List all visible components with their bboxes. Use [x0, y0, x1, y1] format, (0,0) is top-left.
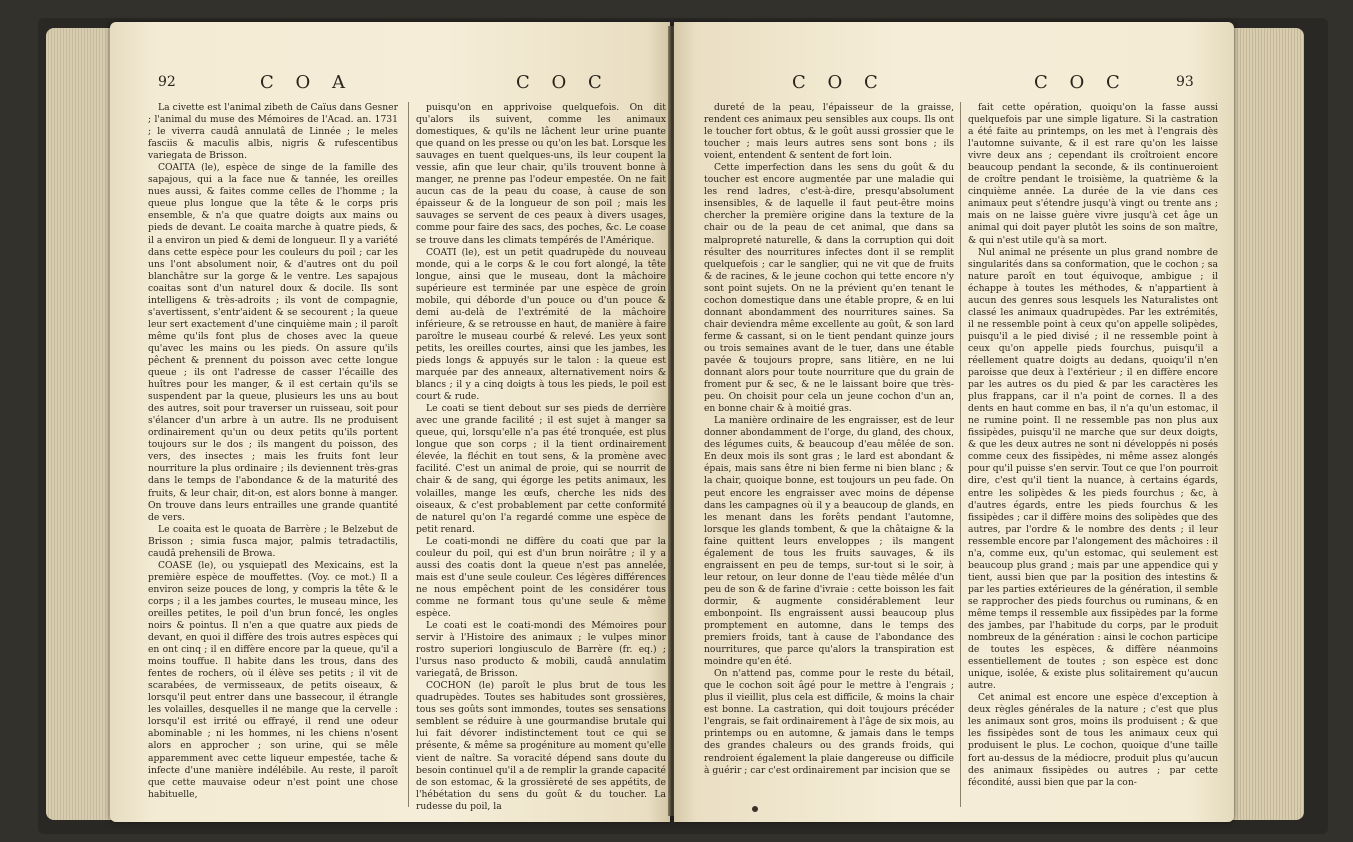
column-rule: [960, 102, 961, 807]
right-running-head-2: C O C: [1034, 72, 1128, 93]
paragraph: La civette est l'animal zibeth de Caïus dans Gesner ; l'animal du muse des Mémoires de l'Acad. an. 1731 ; le viverra caudâ annulatâ de Linnée ; le meles fasciis & maculis albis, nigris & rufescentibus variegata de Brisson.: [148, 102, 398, 162]
left-page-edges: [46, 28, 112, 820]
column-rule: [408, 102, 409, 807]
left-page: [110, 22, 670, 822]
paragraph: Le coati-mondi ne diffère du coati que par la couleur du poil, qui est d'un brun noirâtre ; il y a aussi des coatis dont la queue n'est pas annelée, mais est d'une seule couleur. Ces légères différences ne nous empêchent point de les considérer tous comme ne formant tous qu'une seule & même espèce.: [416, 535, 666, 619]
paragraph: Cette imperfection dans les sens du goût & du toucher est encore augmentée par une maladie qui les rend ladres, c'est-à-dire, presqu'absolument insensibles, & de laquelle il faut peut-être moins chercher la première origine dans la texture de la chair ou de la peau de cet animal, que dans sa malpropreté naturelle, & dans la corruption qui doit résulter des nourritures infectes dont il se remplit quelquefois ; car le sanglier, qui ne vit que de fruits & de racines, & le jeune cochon qui tette encore n'y sont point sujets. On ne la prévient qu'en tenant le cochon domestique dans une étable propre, & en lui donnant abondamment des nourritures saines. Sa chair deviendra même excellente au goût, & son lard ferme & cassant, si on le tient pendant quinze jours ou trois semaines avant de le tuer, dans une étable pavée & toujours propre, sans litière, en ne lui donnant alors pour toute nourriture que du grain de froment pur & sec, & ne le laissant boire que très-peu. On choisit pour cela un jeune cochon d'un an, en bonne chair & à moitié gras.: [704, 162, 954, 415]
right-column-2: [968, 102, 1218, 812]
paragraph: COAITA (le), espèce de singe de la famille des sapajous, qui a la face nue & tannée, les oreilles nues aussi, & faites comme celles de l'homme ; la queue plus longue que la tête & le corps pris ensemble, & n'a que quatre doigts aux mains ou pieds de devant. Le coaita marche à quatre pieds, & il a environ un pied & demi de longueur. Il y a variété dans cette espèce pour les couleurs du poil ; car les uns l'ont absolument noir, & d'autres ont du poil blanchâtre sur la gorge & le ventre. Les sapajous coaitas sont d'un naturel doux & docile. Ils sont intelligens & très-adroits ; ils vont de compagnie, s'avertissent, s'entr'aident & se secourent ; la queue leur sert exactement d'une cinquième main ; il paroît même qu'ils font plus de choses avec la queue qu'avec les mains ou les pieds. On assure qu'ils pêchent & prennent du poisson avec cette longue queue ; ils ont l'adresse de casser l'écaille des huîtres pour les manger, & il est certain qu'ils se suspendent par la queue, plusieurs les uns au bout des autres, soit pour traverser un ruisseau, soit pour s'élancer d'un arbre à un autre. Ils ne produisent ordinairement qu'un ou deux petits qu'ils portent toujours sur le dos ; ils mangent du poisson, des vers, des insectes ; mais les fruits font leur nourriture la plus ordinaire ; ils deviennent très-gras dans le temps de l'abondance & de la maturité des fruits, & leur chair, dit-on, est alors bonne à manger. On trouve dans leurs entrailles une grande quantité de vers.: [148, 162, 398, 523]
paragraph: On n'attend pas, comme pour le reste du bétail, que le cochon soit âgé pour le mettre à l'engrais ; plus il vieillit, plus cela est difficile, & moins la chair est bonne. La castration, qui doit toujours précéder l'engrais, se fait ordinairement à l'âge de six mois, au printemps ou en automne, & jamais dans le temps des grandes chaleurs ou des grands froids, qui rendroient également la plaie dangereuse ou difficile à guérir ; car c'est ordinairement par incision que se: [704, 668, 954, 776]
paragraph: COATI (le), est un petit quadrupède du nouveau monde, qui a le corps & le cou fort alongé, la tête longue, ainsi que le museau, dont la mâchoire supérieure est terminée par une espèce de groin mobile, qui déborde d'un pouce ou d'un pouce & demi au-delà de l'extrémité de la mâchoire inférieure, & se retrousse en haut, de manière à faire paroître le museau courbé & relevé. Les yeux sont petits, les oreilles courtes, ainsi que les jambes, les pieds longs & appuyés sur le talon : la queue est marquée par des anneaux, alternativement noirs & blancs ; il y a cinq doigts à tous les pieds, le poil est court & rude.: [416, 246, 666, 403]
paragraph: dureté de la peau, l'épaisseur de la graisse, rendent ces animaux peu sensibles aux coups. Ils ont le toucher fort obtus, & le goût aussi grossier que le toucher ; mais leurs autres sens sont bons ; ils voient, entendent & sentent de fort loin.: [704, 102, 954, 162]
left-column-2: [416, 102, 666, 812]
paragraph: La manière ordinaire de les engraisser, est de leur donner abondamment de l'orge, du gland, des choux, des légumes cuits, & beaucoup d'eau mêlée de son. En deux mois ils sont gras ; le lard est abondant & épais, mais sans être ni bien ferme ni bien blanc ; & la chair, quoique bonne, est toujours un peu fade. On peut encore les engraisser avec moins de dépense dans les campagnes où il y a beaucoup de glands, en les menant dans les forêts pendant l'automne, lorsque les glands tombent, & que la châtaigne & la faine quittent leurs enveloppes ; ils mangent également de tous les fruits sauvages, & ils engraissent en peu de temps, sur-tout si le soir, à leur retour, on leur donne de l'eau tiède mêlée d'un peu de son & de farine d'ivraie : cette boisson les fait dormir, & augmente considérablement leur embonpoint. Ils engraissent aussi beaucoup plus promptement en automne, dans le temps des premiers froids, tant à cause de l'abondance des nourritures, que parce qu'alors la transpiration est moindre qu'en été.: [704, 415, 954, 668]
left-running-head-1: C O A: [260, 72, 353, 93]
right-column-1: [704, 102, 954, 812]
right-page-number: 93: [1176, 74, 1194, 90]
right-page: [674, 22, 1234, 822]
paragraph: Nul animal ne présente un plus grand nombre de singularités dans sa conformation, que le cochon ; sa nature paroît en tout équivoque, ambigue ; il échappe à toutes les méthodes, & n'appartient à aucun des genres sous lesquels les Naturalistes ont classé les animaux quadrupèdes. Par les extrémités, il ne ressemble point à ceux qu'on appelle solipèdes, puisqu'il a le pied divisé ; il ne ressemble point à ceux qu'on appelle pieds fourchus, puisqu'il a réellement quatre doigts au dedans, quoiqu'il n'en paroisse que deux à l'extérieur ; il en diffère encore par les autres os du pied & par les caractères les plus frappans, car il n'a point de cornes. Il a des dents en haut comme en bas, il n'a qu'un estomac, il ne rumine point. Il ne ressemble pas non plus aux fissipèdes, puisqu'il ne marche que sur deux doigts, & que les deux autres ne sont ni développés ni posés comme ceux des fissipèdes, ni même assez alongés pour qu'il puisse s'en servir. Tout ce que l'on pourroit dire, c'est qu'il tient la nuance, à certains égards, entre les solipèdes & les pieds fourchus ; &c, à d'autres égards, entre les pieds fourchus & les fissipèdes ; car il diffère moins des solipèdes que des autres, par l'ordre & le nombre des dents ; il leur ressemble encore par l'alongement des mâchoires : il n'a, comme eux, qu'un estomac, qui seulement est beaucoup plus grand ; mais par une appendice qui y tient, aussi bien que par la position des intestins & par les parties extérieures de la génération, il semble se rapprocher des pieds fourchus ou ruminans, & en même temps il ressemble aux fissipèdes par la forme des jambes, par l'habitude du corps, par le produit nombreux de la génération : ainsi le cochon participe de toutes les espèces, & diffère néanmoins essentiellement de toutes ; son espèce est donc unique, isolée, & existe plus solitairement qu'aucun autre.: [968, 246, 1218, 692]
paragraph: COCHON (le) paroît le plus brut de tous les quadrupèdes. Toutes ses habitudes sont grossières, tous ses goûts sont immondes, toutes ses sensations semblent se réduire à une gourmandise brutale qui lui fait dévorer indistinctement tout ce qui se présente, & même sa progéniture au moment qu'elle vient de naître. Sa voracité dépend sans doute du besoin continuel qu'il a de remplir la grande capacité de son estomac, & la grossièreté de ses appétits, de l'hébétation du sens du goût & du toucher. La rudesse du poil, la: [416, 680, 666, 812]
paragraph: COASE (le), ou ysquiepatl des Mexicains, est la première espèce de mouffettes. (Voy. ce mot.) Il a environ seize pouces de long, y compris la tête & le corps ; il a les jambes courtes, le museau mince, les oreilles petites, le poil d'un brun foncé, les ongles noirs & pointus. Il n'en a que quatre aux pieds de devant, en quoi il diffère des trois autres espèces qui en ont cinq ; il en diffère encore par la queue, qu'il a moins touffue. Il habite dans les trous, dans des fentes de rochers, où il élève ses petits ; il vit de scarabées, de vermisseaux, de petits oiseaux, & lorsqu'il peut entrer dans une bassecour, il étrangle les volailles, desquelles il ne mange que la cervelle : lorsqu'il est irrité ou effrayé, il rend une odeur abominable ; ni les hommes, ni les chiens n'osent alors en approcher ; son urine, qui se mêle apparemment avec cette liqueur empestée, tache & infecte d'une manière indélébile. Au reste, il paroît que cette mauvaise odeur n'est point une chose habituelle,: [148, 559, 398, 800]
right-running-head-1: C O C: [792, 72, 886, 93]
paragraph: Le coati est le coati-mondi des Mémoires pour servir à l'Histoire des animaux ; le vulpes minor rostro superiori longiusculo de Barrère (fr. eq.) ; l'ursus naso producto & mobili, caudâ annulatim variegatâ, de Brisson.: [416, 620, 666, 680]
left-column-1: [148, 102, 398, 812]
paragraph: fait cette opération, quoiqu'on la fasse aussi quelquefois par une simple ligature. Si la castration a été faite au printemps, on les met à l'engrais dès l'automne suivante, & il est rare qu'on les laisse vivre deux ans ; cependant ils croîtroient encore beaucoup pendant la seconde, & ils continueroient de croître pendant le troisième, la quatrième & la cinquième année. La durée de la vie dans ces animaux peut s'étendre jusqu'à vingt ou trente ans ; mais on ne laisse guère vivre jusqu'à cet âge un animal qui doit payer plutôt les soins de son maître, & qui n'est utile qu'à sa mort.: [968, 102, 1218, 246]
ink-spot: [752, 806, 758, 812]
paragraph: Cet animal est encore une espèce d'exception à deux règles générales de la nature ; c'est que plus les animaux sont gros, moins ils produisent ; & que les fissipèdes sont de tous les animaux ceux qui produisent le plus. Le cochon, quoique d'une taille fort au-dessus de la médiocre, produit plus qu'aucun des animaux fissipèdes ou autres ; par cette fécondité, aussi bien que par la con-: [968, 692, 1218, 788]
left-page-number: 92: [158, 74, 176, 90]
paragraph: puisqu'on en apprivoise quelquefois. On dit qu'alors ils suivent, comme les animaux domestiques, & qu'ils ne lâchent leur urine puante que quand on les presse ou qu'on les bat. Lorsque les sauvages en tuent quelques-uns, ils leur coupent la vessie, afin que leur chair, qu'ils trouvent bonne à manger, ne prenne pas l'odeur empestée. On ne fait aucun cas de la peau du coase, à cause de son épaisseur & de la longueur de son poil ; mais les sauvages se servent de ces peaux à divers usages, comme pour faire des sacs, des poches, &c. Le coase se trouve dans les climats tempérés de l'Amérique.: [416, 102, 666, 246]
left-running-head-2: C O C: [516, 72, 610, 93]
right-page-edges: [1232, 28, 1304, 820]
paragraph: Le coaita est le quoata de Barrère ; le Belzebut de Brisson ; simia fusca major, palmis tetradactilis, caudâ prehensili de Browa.: [148, 523, 398, 559]
paragraph: Le coati se tient debout sur ses pieds de derrière avec une grande facilité ; il est sujet à manger sa queue, qui, lorsqu'elle n'a pas été tronquée, est plus longue que son corps ; il la tient ordinairement élevée, la fléchit en tout sens, & la promène avec facilité. C'est un animal de proie, qui se nourrit de chair & de sang, qui égorge les petits animaux, les volailles, mange les œufs, cherche les nids des oiseaux, & c'est probablement par cette conformité de naturel qu'on l'a regardé comme une espèce de petit renard.: [416, 403, 666, 535]
